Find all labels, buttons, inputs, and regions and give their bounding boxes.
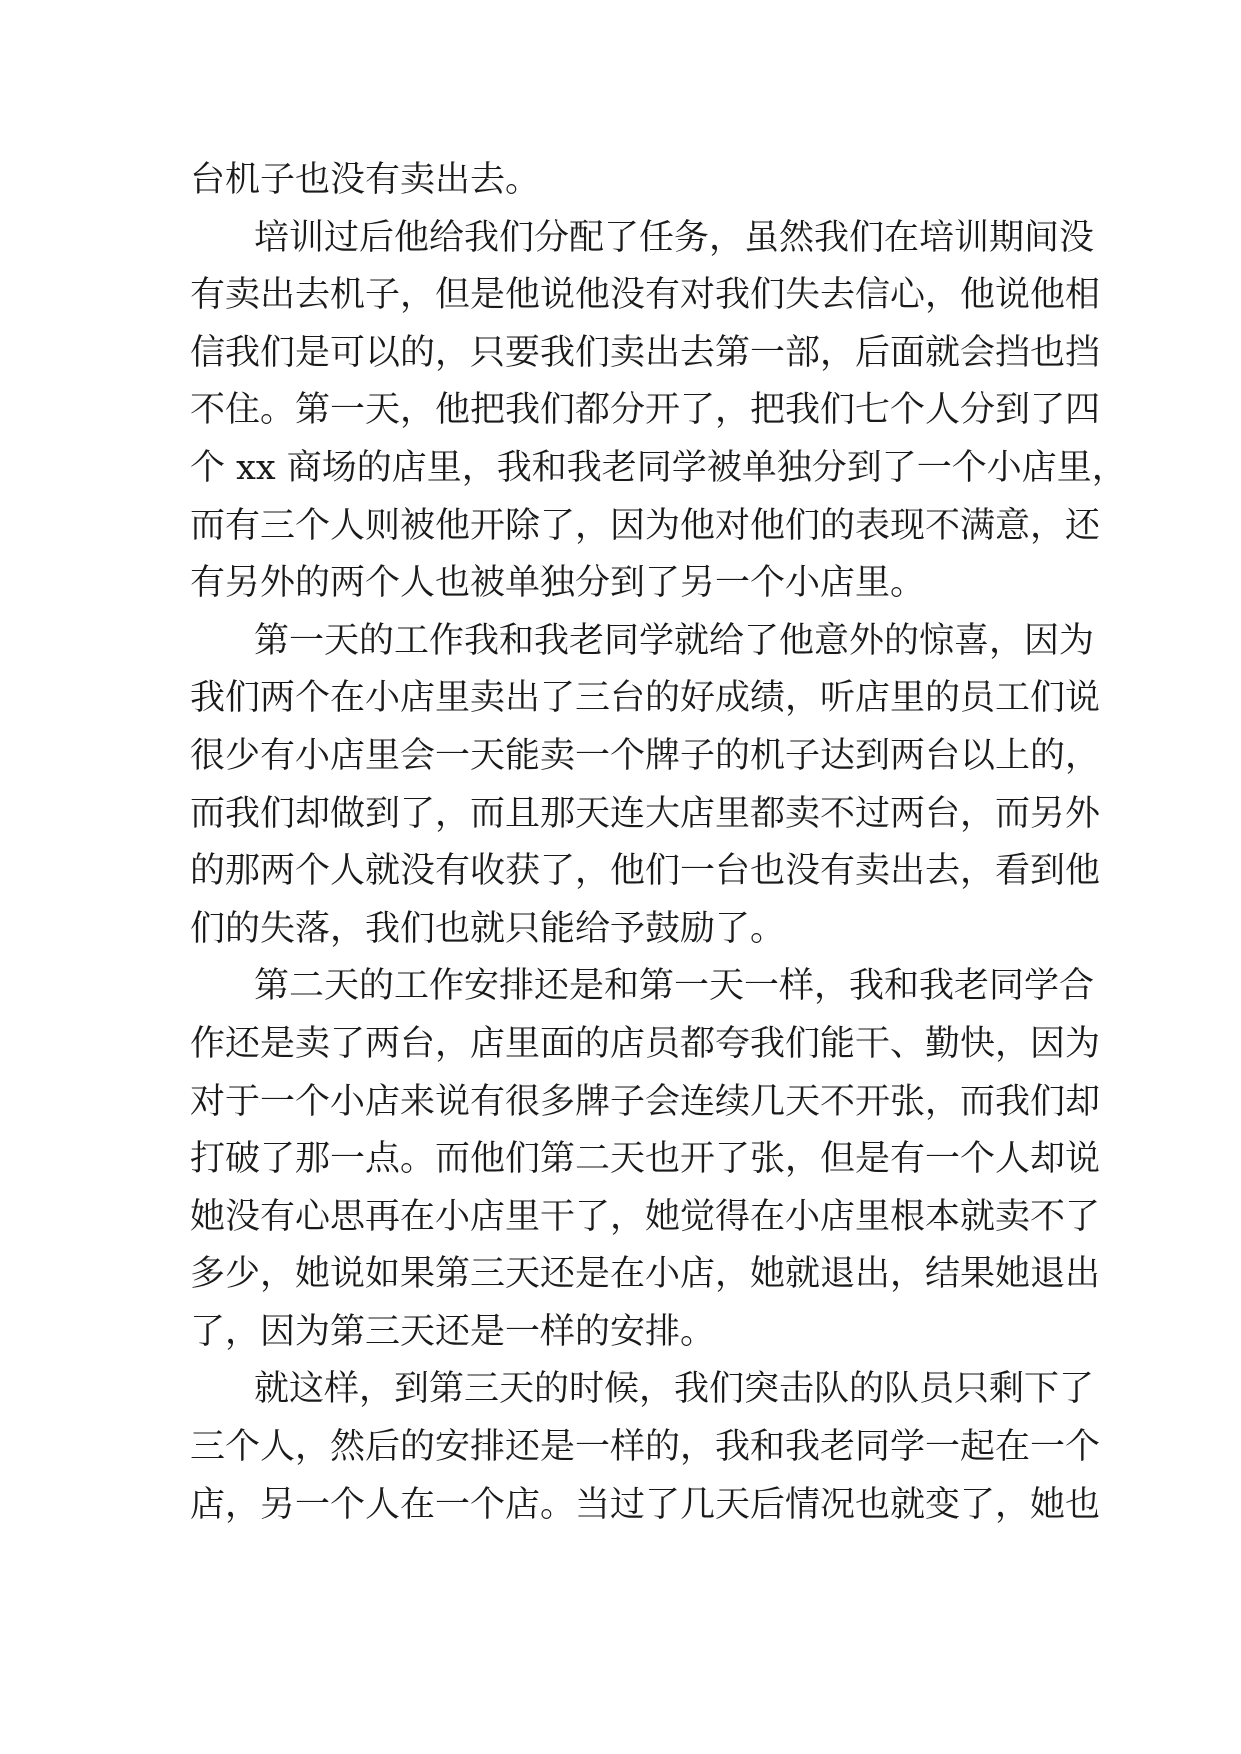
- text-line: 而我们却做到了，而且那天连大店里都卖不过两台，而另外: [190, 793, 1101, 834]
- text-line: 了，因为第三天还是一样的安排。: [190, 1311, 716, 1352]
- text-line: 有另外的两个人也被单独分到了另一个小店里。: [190, 563, 926, 604]
- text-line: 个 xx 商场的店里，我和我老同学被单独分到了一个小店里，: [190, 447, 1127, 488]
- paragraph-first-line: 第一天的工作我和我老同学就给了他意外的惊喜，因为: [254, 620, 1095, 661]
- text-line: 作还是卖了两台，店里面的店员都夸我们能干、勤快，因为: [190, 1023, 1101, 1064]
- text-line: 很少有小店里会一天能卖一个牌子的机子达到两台以上的，: [190, 735, 1101, 776]
- paragraph-first-line: 培训过后他给我们分配了任务，虽然我们在培训期间没: [254, 217, 1095, 258]
- text-line: 三个人，然后的安排还是一样的，我和我老同学一起在一个: [190, 1427, 1101, 1468]
- paragraph-first-line: 第二天的工作安排还是和第一天一样，我和我老同学合: [254, 966, 1095, 1007]
- text-line: 她没有心思再在小店里干了，她觉得在小店里根本就卖不了: [190, 1196, 1101, 1237]
- body-text: [190, 152, 1127, 1534]
- text-line: 多少，她说如果第三天还是在小店，她就退出，结果她退出: [190, 1254, 1101, 1295]
- text-line: 而有三个人则被他开除了，因为他对他们的表现不满意，还: [190, 505, 1101, 546]
- text-line: 们的失落，我们也就只能给予鼓励了。: [190, 908, 786, 949]
- text-line: 对于一个小店来说有很多牌子会连续几天不开张，而我们却: [190, 1081, 1101, 1122]
- text-line: 有卖出去机子，但是他说他没有对我们失去信心，他说他相: [190, 275, 1101, 316]
- text-line: 打破了那一点。而他们第二天也开了张，但是有一个人却说: [190, 1139, 1101, 1180]
- text-line: 台机子也没有卖出去。: [190, 160, 541, 200]
- text-line: 不住。第一天，他把我们都分开了，把我们七个人分到了四: [190, 390, 1101, 431]
- text-line: 信我们是可以的，只要我们卖出去第一部，后面就会挡也挡: [190, 332, 1101, 373]
- text-line: 的那两个人就没有收获了，他们一台也没有卖出去，看到他: [190, 851, 1101, 892]
- text-line: 店，另一个人在一个店。当过了几天后情况也就变了，她也: [190, 1484, 1101, 1525]
- paragraph-first-line: 就这样，到第三天的时候，我们突击队的队员只剩下了: [254, 1369, 1095, 1410]
- text-line: 我们两个在小店里卖出了三台的好成绩，听店里的员工们说: [190, 678, 1101, 719]
